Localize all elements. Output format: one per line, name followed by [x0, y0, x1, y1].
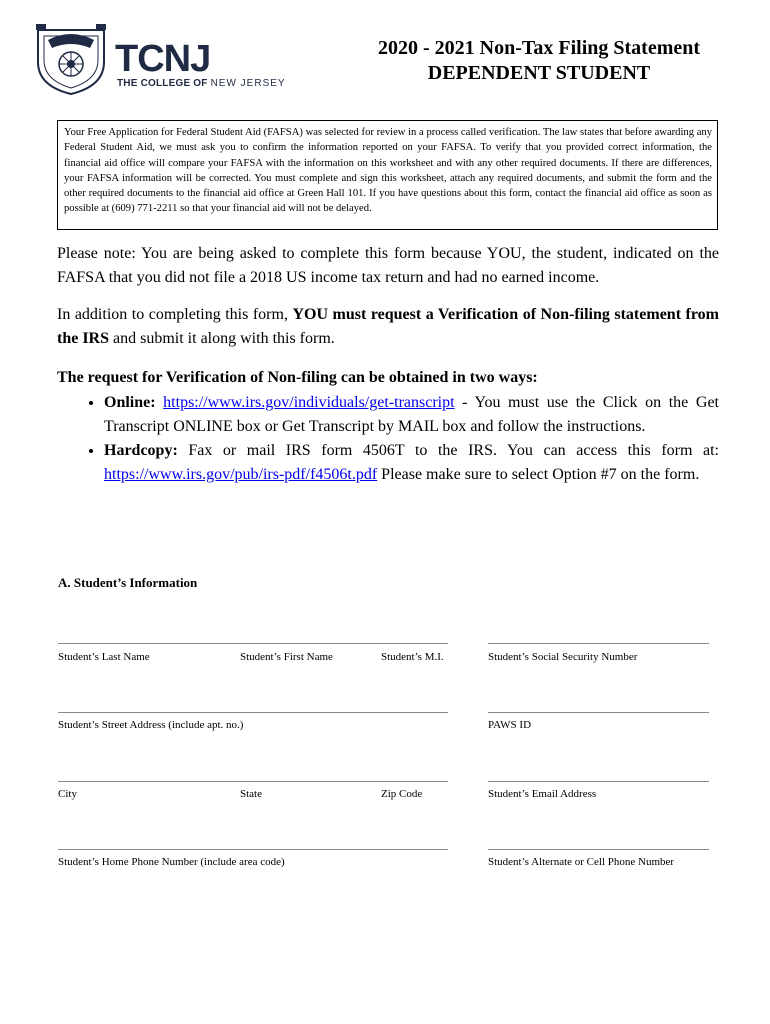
paws-id-input-line[interactable] [488, 712, 709, 713]
get-transcript-link[interactable]: https://www.irs.gov/individuals/get-transcript [163, 394, 455, 411]
paws-id-label: PAWS ID [488, 719, 532, 731]
home-phone-input-line[interactable] [58, 849, 448, 850]
ssn-label: Student’s Social Security Number [488, 651, 638, 663]
last-name-label: Student’s Last Name [58, 651, 150, 663]
middle-initial-label: Student’s M.I. [381, 651, 444, 663]
street-address-label: Student’s Street Address (include apt. no.) [58, 719, 244, 731]
college-crest-logo [34, 22, 108, 96]
tcnj-logo-text: TCNJ [115, 38, 211, 80]
city-label: City [58, 788, 77, 800]
online-option: • Online: https://www.irs.gov/individuals/get-transcript - You must use the Click on the Get Transcript ONLINE box or Get Transcript by MAIL box and follow the instructions. [104, 391, 719, 438]
hardcopy-option: • Hardcopy: Fax or mail IRS form 4506T to the IRS. You can access this form at: https://www.irs.gov/pub/irs-pdf/f4506t.pdf Please make sure to select Option #7 on the form. [104, 439, 719, 486]
section-a-heading: A. Student’s Information [58, 575, 198, 590]
ssn-input-line[interactable] [488, 643, 709, 644]
street-address-input-line[interactable] [58, 712, 448, 713]
alt-phone-label: Student’s Alternate or Cell Phone Number [488, 856, 675, 868]
form-4506t-link[interactable]: https://www.irs.gov/pub/irs-pdf/f4506t.pdf [104, 465, 378, 483]
name-input-line[interactable] [58, 643, 448, 644]
form-subtitle: DEPENDENT STUDENT [427, 62, 651, 84]
first-name-label: Student’s First Name [240, 651, 333, 663]
ways-heading: The request for Verification of Non-filing can be obtained in two ways: [57, 369, 538, 386]
home-phone-label: Student’s Home Phone Number (include area code) [58, 856, 285, 868]
intro-notice-box: Your Free Application for Federal Student Aid (FAFSA) was selected for review in a process called verification. The law states that before awarding any Federal Student Aid, we must ask you to confirm the information reported on your FAFSA. To verify that you provided correct information, the financial aid office will compare your FAFSA with the information on this worksheet and with any other required documents. If there are differences, your FAFSA information will be corrected. You must complete and sign this worksheet, attach any required documents, and submit the form and the other required documents to the financial aid office at Green Hall 101. If you have questions about this form, contact the financial aid office as soon as possible at (609) 771-2211 so that your financial aid will not be delayed. [57, 120, 718, 230]
zip-code-label: Zip Code [381, 788, 423, 800]
ways-list [57, 391, 719, 487]
city-state-zip-input-line[interactable] [58, 781, 448, 782]
email-label: Student’s Email Address [488, 788, 597, 800]
alt-phone-input-line[interactable] [488, 849, 709, 850]
state-label: State [240, 788, 262, 800]
email-input-line[interactable] [488, 781, 709, 782]
irs-request-paragraph: In addition to completing this form, YOU must request a Verification of Non-filing statement from the IRS and submit it along with this form. [57, 306, 719, 347]
please-note-paragraph: Please note: You are being asked to complete this form because YOU, the student, indicated on the FAFSA that you did not file a 2018 US income tax return and had no earned income. [57, 245, 719, 286]
tcnj-logo-subtitle: THE COLLEGE OF NEW JERSEY [117, 78, 286, 89]
form-title: 2020 - 2021 Non-Tax Filing Statement [377, 37, 701, 59]
